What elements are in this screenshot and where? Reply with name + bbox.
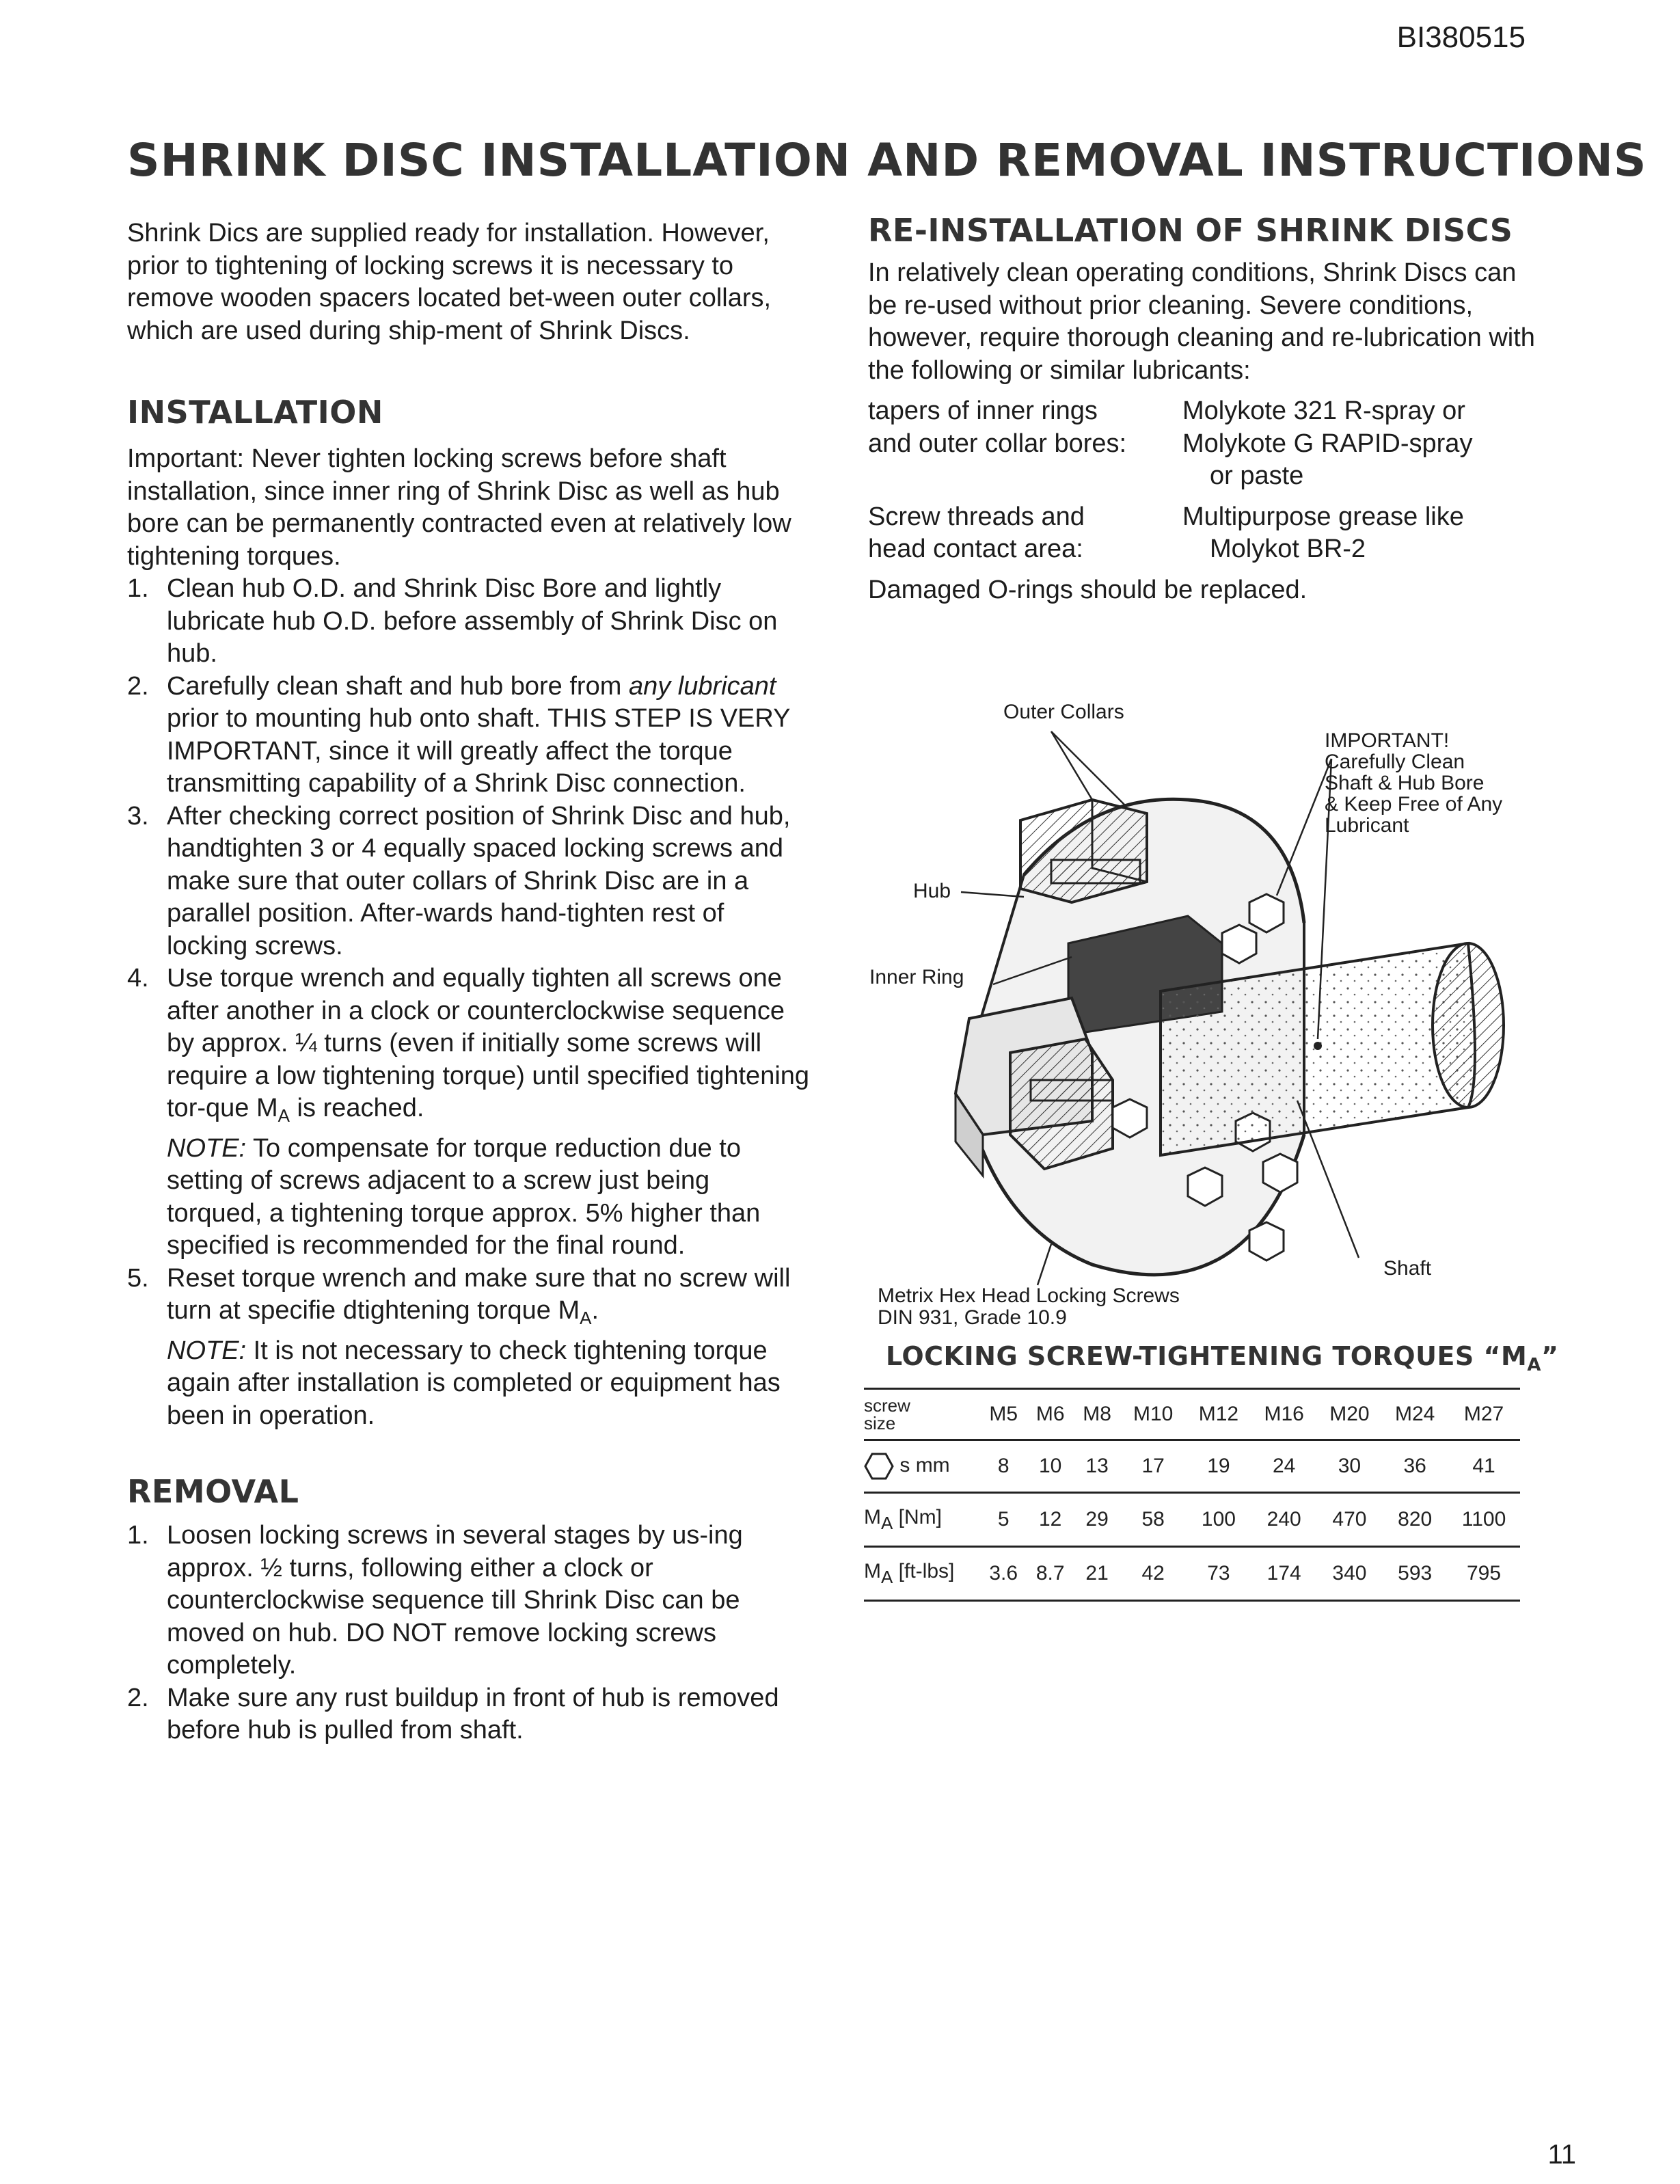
- label-screws-line: Metrix Hex Head Locking Screws: [878, 1284, 1180, 1307]
- step-number: 1.: [127, 1521, 149, 1550]
- table-cell: 73: [1186, 1547, 1251, 1601]
- list-item: [127, 573, 811, 671]
- label-important-line: Lubricant: [1325, 814, 1409, 837]
- lubricant-row: [868, 501, 1552, 566]
- list-item: [127, 962, 811, 1263]
- list-item: [127, 1263, 811, 1433]
- step-number: 4.: [127, 964, 149, 993]
- label-important-line: IMPORTANT!: [1325, 729, 1450, 752]
- outer-collar-bottom: [1010, 1039, 1113, 1169]
- lubricant-target: head contact area:: [868, 535, 1083, 563]
- list-item: [127, 1682, 811, 1747]
- table-cell: 17: [1120, 1440, 1186, 1493]
- table-cell: M20: [1317, 1389, 1383, 1440]
- lubricant-name: Molykote G RAPID-spray: [1182, 429, 1473, 458]
- torque-table: [864, 1388, 1520, 1602]
- step-number: 5.: [127, 1263, 149, 1293]
- step-number: 3.: [127, 801, 149, 831]
- row-label: [864, 1547, 980, 1601]
- step-text: Loosen locking screws in several stages by us-ing approx. ½ turns, following either a clock or counterclockwise sequence till Shrink Disc can be moved on hub. DO NOT remove locking screws completely.: [167, 1521, 743, 1680]
- ma-label: M: [864, 1505, 881, 1528]
- document-id: BI380515: [1396, 21, 1526, 54]
- table-cell: 240: [1251, 1493, 1317, 1547]
- table-row: [864, 1440, 1520, 1493]
- row-label: [864, 1493, 980, 1547]
- step-emphasis: any lubricant: [628, 671, 776, 701]
- reinstallation-heading: RE-INSTALLATION OF SHRINK DISCS: [868, 212, 1513, 249]
- lubricant-name: Molykot BR-2: [1210, 535, 1366, 563]
- step-number: 1.: [127, 574, 149, 603]
- table-cell: 470: [1317, 1493, 1383, 1547]
- table-row: [864, 1547, 1520, 1601]
- lubricant-name: Multipurpose grease like: [1182, 502, 1464, 531]
- reinstallation-paragraph: In relatively clean operating conditions, Shrink Discs can be re-used without prior cleaning. Severe conditions, however, require thorough cleaning and re-lubrication with the following or similar lubricants:: [868, 258, 1535, 385]
- table-cell: 12: [1027, 1493, 1073, 1547]
- intro-paragraph: Shrink Dics are supplied ready for installation. However, prior to tightening of locking screws it is necessary to remove wooden spacers located bet-ween outer collars, which are used during ship-ment of Shrink Discs.: [127, 219, 772, 345]
- label-important-note: [1325, 730, 1502, 836]
- table-cell: 29: [1074, 1493, 1120, 1547]
- table-cell: 58: [1120, 1493, 1186, 1547]
- table-row: [864, 1389, 1520, 1440]
- table-cell: 100: [1186, 1493, 1251, 1547]
- ma-label: M: [864, 1559, 881, 1582]
- subscript: A: [1527, 1355, 1541, 1375]
- table-cell: 19: [1186, 1440, 1251, 1493]
- subscript: A: [881, 1566, 893, 1587]
- step-text: prior to mounting hub onto shaft. THIS STEP IS VERY IMPORTANT, since it will greatly affect the torque transmitting capability of a Shrink Disc connection.: [167, 704, 790, 798]
- label-important-line: Carefully Clean: [1325, 751, 1465, 773]
- table-cell: M10: [1120, 1389, 1186, 1440]
- subscript: A: [881, 1512, 893, 1533]
- table-cell: 41: [1448, 1440, 1520, 1493]
- row-label: [864, 1440, 980, 1493]
- table-cell: 1100: [1448, 1493, 1520, 1547]
- lubricant-table: [868, 395, 1552, 566]
- step-text: .: [591, 1296, 599, 1325]
- s-unit: mm: [915, 1453, 950, 1477]
- step-text: Use torque wrench and equally tighten all screws one after another in a clock or counterclockwise sequence by approx. ¼ turns (even if initially some screws will require a low tightening torque) until specified tightening tor-que M: [167, 964, 810, 1122]
- lubricant-target: and outer collar bores:: [868, 429, 1127, 458]
- installation-heading: INSTALLATION: [127, 394, 383, 431]
- hexagon-icon: [864, 1451, 894, 1481]
- page-number: 11: [1547, 2140, 1576, 2170]
- shrink-disc-diagram: [867, 697, 1550, 1329]
- label-screws-line: DIN 931, Grade 10.9: [878, 1306, 1067, 1329]
- step-text: Make sure any rust buildup in front of hub is removed before hub is pulled from shaft.: [167, 1683, 779, 1744]
- table-cell: 3.6: [980, 1547, 1027, 1601]
- removal-heading: REMOVAL: [127, 1473, 299, 1510]
- list-item: [127, 671, 811, 800]
- subscript: A: [277, 1105, 290, 1126]
- table-cell: 36: [1382, 1440, 1448, 1493]
- page-title: SHRINK DISC INSTALLATION AND REMOVAL INSTRUCTIONS: [127, 134, 1647, 187]
- subscript: A: [580, 1308, 592, 1328]
- note-text: It is not necessary to check tightening torque again after installation is completed or equipment has been in operation.: [167, 1336, 781, 1430]
- table-cell: 340: [1317, 1547, 1383, 1601]
- lubricant-target: tapers of inner rings: [868, 396, 1098, 425]
- table-cell: 13: [1074, 1440, 1120, 1493]
- row-label: [864, 1389, 980, 1440]
- lubricant-row: [868, 395, 1552, 493]
- table-cell: 42: [1120, 1547, 1186, 1601]
- orings-note: Damaged O-rings should be replaced.: [868, 575, 1308, 604]
- table-cell: 593: [1382, 1547, 1448, 1601]
- table-cell: 30: [1317, 1440, 1383, 1493]
- table-cell: M24: [1382, 1389, 1448, 1440]
- step-text: Clean hub O.D. and Shrink Disc Bore and lightly lubricate hub O.D. before assembly of Shrink Disc on hub.: [167, 574, 778, 668]
- step-text: Reset torque wrench and make sure that no screw will turn at specifie dtightening torque M: [167, 1263, 791, 1325]
- table-cell: 8.7: [1027, 1547, 1073, 1601]
- table-cell: M16: [1251, 1389, 1317, 1440]
- table-cell: M8: [1074, 1389, 1120, 1440]
- note-label: NOTE:: [167, 1133, 247, 1163]
- lubricant-target: Screw threads and: [868, 502, 1085, 531]
- label-hub: Hub: [913, 880, 951, 902]
- list-item: [127, 800, 811, 963]
- label-shaft: Shaft: [1383, 1257, 1432, 1280]
- label-important-line: Shaft & Hub Bore: [1325, 772, 1485, 794]
- label-inner-ring: Inner Ring: [869, 966, 964, 988]
- table-cell: 10: [1027, 1440, 1073, 1493]
- note-text: To compensate for torque reduction due to setting of screws adjacent to a screw just being torqued, a tightening torque approx. 5% higher than specified is recommended for the final round.: [167, 1133, 761, 1260]
- table-cell: M27: [1448, 1389, 1520, 1440]
- ma-unit: [ft-lbs]: [893, 1559, 955, 1582]
- table-cell: 795: [1448, 1547, 1520, 1601]
- label-outer-collars: Outer Collars: [1003, 701, 1124, 723]
- step-text: is reached.: [289, 1094, 424, 1122]
- table-cell: M12: [1186, 1389, 1251, 1440]
- step-number: 2.: [127, 671, 149, 701]
- table-cell: M6: [1027, 1389, 1073, 1440]
- step-text: After checking correct position of Shrink Disc and hub, handtighten 3 or 4 equally spaced locking screws and make sure that outer collars of Shrink Disc are in a parallel position. After-wards hand-tighten rest of locking screws.: [167, 801, 791, 960]
- table-cell: 820: [1382, 1493, 1448, 1547]
- installation-steps: [127, 573, 811, 1432]
- table-cell: 5: [980, 1493, 1027, 1547]
- lubricant-name: or paste: [1210, 461, 1304, 490]
- installation-important: Important: Never tighten locking screws before shaft installation, since inner ring of Shrink Disc as well as hub bore can be permanently contracted even at relatively low tightening torques.: [127, 444, 791, 571]
- outer-collar-top: [1020, 800, 1147, 902]
- ma-unit: [Nm]: [893, 1505, 943, 1528]
- table-row: [864, 1493, 1520, 1547]
- table-cell: 8: [980, 1440, 1027, 1493]
- list-item: [127, 1520, 811, 1682]
- table-cell: 24: [1251, 1440, 1317, 1493]
- table-cell: 21: [1074, 1547, 1120, 1601]
- torque-table-title: [886, 1341, 1558, 1375]
- table-cell: M5: [980, 1389, 1027, 1440]
- table-title-text: LOCKING SCREW-TIGHTENING TORQUES “M: [886, 1341, 1528, 1371]
- step-number: 2.: [127, 1683, 149, 1712]
- label-important-line: & Keep Free of Any: [1325, 793, 1503, 815]
- header-label: size: [864, 1413, 896, 1433]
- lubricant-name: Molykote 321 R-spray or: [1182, 396, 1465, 425]
- s-label: s: [899, 1453, 910, 1477]
- table-cell: 174: [1251, 1547, 1317, 1601]
- table-title-text: ”: [1541, 1341, 1559, 1371]
- header-label: screw: [864, 1395, 910, 1416]
- right-column: [868, 212, 1552, 606]
- note-label: NOTE:: [167, 1336, 247, 1365]
- label-locking-screws: [878, 1285, 1180, 1329]
- left-column: [127, 217, 811, 1747]
- removal-steps: [127, 1520, 811, 1747]
- step-text: Carefully clean shaft and hub bore from: [167, 671, 629, 701]
